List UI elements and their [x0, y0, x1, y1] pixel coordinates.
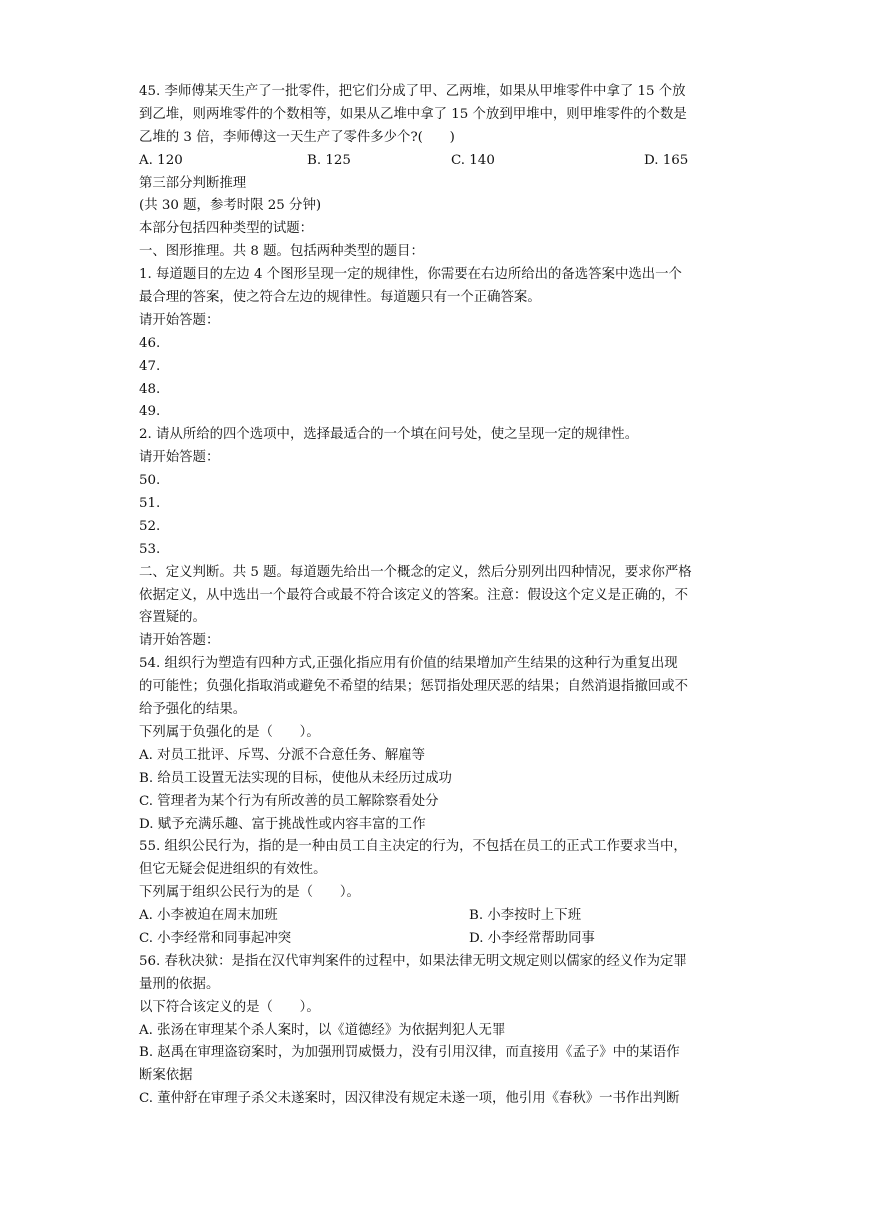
start-prompt: 请开始答题：	[139, 450, 220, 466]
instruction-text: 1. 每道题目的左边 4 个图形呈现一定的规律性，你需要在右边所给出的备选答案中选出一个	[139, 267, 682, 283]
option-a: A. 对员工批评、斥骂、分派不合意任务、解雇等	[139, 747, 425, 763]
question-54	[139, 653, 769, 836]
start-prompt: 请开始答题：	[139, 633, 220, 649]
question-text: 56. 春秋决狱：是指在汉代审判案件的过程中，如果法律无明文规定则以儒家的经义作为定罪	[139, 953, 687, 969]
start-prompt: 请开始答题：	[139, 312, 220, 328]
option-d: D. 165	[644, 152, 689, 168]
option-b: B. 赵禹在审理盗窃案时，为加强刑罚威慑力，没有引用汉律，而直接用《孟子》中的某语作	[139, 1045, 680, 1061]
question-text: 到乙堆，则两堆零件的个数相等，如果从乙堆中拿了 15 个放到甲堆中，则甲堆零件的个数是	[139, 106, 687, 122]
question-text: 但它无疑会促进组织的有效性。	[139, 862, 327, 878]
part-subtitle: (共 30 题，参考时限 25 分钟)	[139, 198, 322, 214]
question-text: 给予强化的结果。	[139, 702, 247, 718]
option-c: C. 董仲舒在审理子杀父未遂案时，因汉律没有规定未遂一项，他引用《春秋》一书作出判断	[139, 1091, 680, 1107]
part-intro: 本部分包括四种类型的试题：	[139, 221, 314, 237]
option-a: A. 小李被迫在周末加班	[139, 908, 278, 924]
answer-options	[139, 150, 769, 173]
question-56	[139, 951, 769, 1111]
option-b: B. 125	[307, 152, 351, 168]
instruction-text: 2. 请从所给的四个选项中，选择最适合的一个填在问号处，使之呈现一定的规律性。	[139, 427, 639, 443]
option-c: C. 管理者为某个行为有所改善的员工解除察看处分	[139, 793, 439, 809]
part-title: 第三部分判断推理	[139, 175, 247, 191]
question-text: 45. 李师傅某天生产了一批零件，把它们分成了甲、乙两堆，如果从甲堆零件中拿了 15 个放	[139, 84, 686, 99]
question-prompt: 下列属于组织公民行为的是（ ）。	[139, 885, 360, 901]
question-number: 50.	[139, 473, 161, 489]
option-a: A. 张汤在审理某个杀人案时，以《道德经》为依据判犯人无罪	[139, 1022, 506, 1038]
question-55	[139, 836, 769, 950]
question-text: 55. 组织公民行为，指的是一种由员工自主决定的行为，不包括在员工的正式工作要求当中，	[139, 839, 687, 855]
section-title: 一、图形推理。共 8 题。包括两种类型的题目：	[139, 244, 424, 260]
question-45	[139, 81, 769, 173]
section-title: 容置疑的。	[139, 610, 206, 626]
section-title: 二、定义判断。共 5 题。每道题先给出一个概念的定义，然后分别列出四种情况，要求你严格	[139, 564, 692, 580]
question-number: 51.	[139, 496, 161, 512]
option-c: C. 140	[451, 152, 495, 168]
question-prompt: 以下符合该定义的是（ ）。	[139, 999, 320, 1015]
question-text: 的可能性；负强化指取消或避免不希望的结果；惩罚指处理厌恶的结果；自然消退指撤回或不	[139, 679, 689, 695]
question-number: 49.	[139, 404, 161, 420]
answer-options	[139, 928, 769, 951]
instruction-text: 最合理的答案，使之符合左边的规律性。每道题只有一个正确答案。	[139, 290, 541, 306]
question-text: 乙堆的 3 倍，李师傅这一天生产了零件多少个?( )	[139, 129, 455, 145]
question-number: 53.	[139, 541, 161, 557]
answer-options	[139, 905, 769, 928]
option-d: D. 小李经常帮助同事	[469, 930, 595, 946]
question-number: 46.	[139, 335, 161, 351]
document-body	[139, 81, 769, 1111]
section-title: 依据定义，从中选出一个最符合或最不符合该定义的答案。注意：假设这个定义是正确的，不	[139, 587, 689, 603]
option-b-continued: 断案依据	[139, 1068, 193, 1084]
option-c: C. 小李经常和同事起冲突	[139, 930, 292, 946]
option-b: B. 小李按时上下班	[469, 908, 582, 924]
option-a: A. 120	[139, 152, 183, 168]
question-number: 48.	[139, 381, 161, 397]
question-text: 54. 组织行为塑造有四种方式,正强化指应用有价值的结果增加产生结果的这种行为重复出现	[139, 656, 678, 672]
question-prompt: 下列属于负强化的是（ ）。	[139, 724, 320, 740]
question-number: 47.	[139, 358, 161, 374]
question-text: 量刑的依据。	[139, 976, 220, 992]
question-number: 52.	[139, 518, 161, 534]
option-d: D. 赋予充满乐趣、富于挑战性或内容丰富的工作	[139, 816, 426, 832]
option-b: B. 给员工设置无法实现的目标，使他从未经历过成功	[139, 770, 452, 786]
